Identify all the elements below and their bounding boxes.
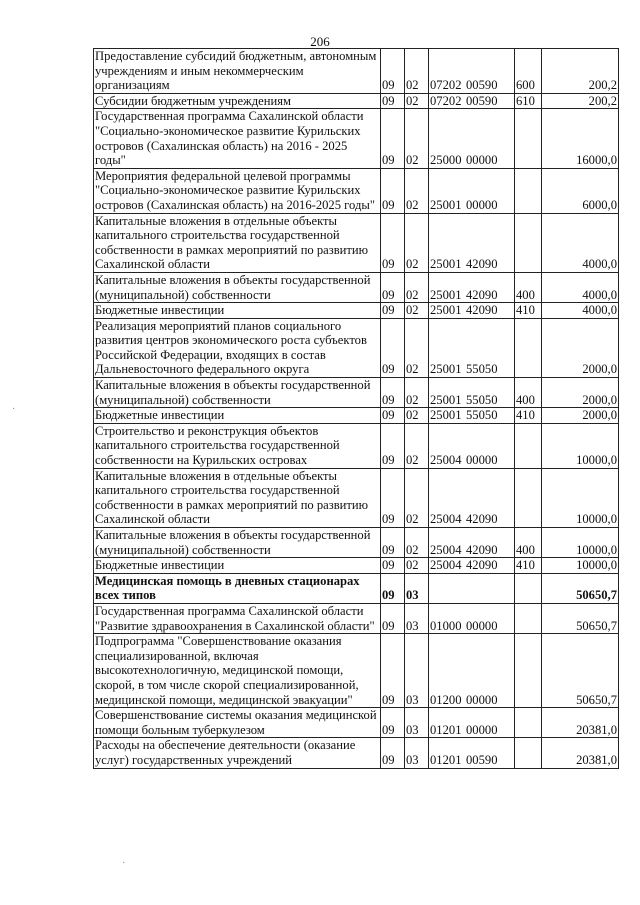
amount-cell: 4000,0: [542, 272, 619, 302]
target-article-direction-code: 00590: [466, 93, 498, 108]
amount-cell: 20381,0: [542, 738, 619, 768]
target-article-cell: [429, 93, 515, 109]
amount-cell: 50650,7: [542, 634, 619, 708]
table-row: [94, 603, 619, 633]
section-code-cell: 09: [381, 738, 405, 768]
target-article-program-code: 25004: [430, 512, 462, 527]
table-row: [94, 303, 619, 319]
target-article-direction-code: 42090: [466, 303, 498, 318]
expense-name-cell: Бюджетные инвестиции: [94, 303, 381, 319]
target-article-cell: [429, 528, 515, 558]
expense-name-cell: Капитальные вложения в объекты государственной (муниципальной) собственности: [94, 528, 381, 558]
target-article-direction-code: 00000: [466, 453, 498, 468]
expense-name-cell: Государственная программа Сахалинской области "Социально-экономическое развитие Курильских островов (Сахалинская область) на 2016 - 2025 годы": [94, 109, 381, 168]
amount-cell: 4000,0: [542, 213, 619, 272]
section-code-cell: 09: [381, 109, 405, 168]
section-code-cell: 09: [381, 558, 405, 574]
table-row: [94, 738, 619, 768]
expense-type-cell: 410: [515, 558, 542, 574]
amount-cell: 50650,7: [542, 573, 619, 603]
subsection-code-cell: 03: [405, 634, 429, 708]
expense-type-cell: 410: [515, 408, 542, 424]
table-row: [94, 49, 619, 94]
expense-name-cell: Медицинская помощь в дневных стационарах всех типов: [94, 573, 381, 603]
amount-cell: 10000,0: [542, 468, 619, 527]
target-article-program-code: 01201: [430, 752, 462, 767]
section-code-cell: 09: [381, 272, 405, 302]
amount-cell: 2000,0: [542, 378, 619, 408]
expense-name-cell: Государственная программа Сахалинской области "Развитие здравоохранения в Сахалинской области": [94, 603, 381, 633]
amount-cell: 2000,0: [542, 408, 619, 424]
table-row: [94, 573, 619, 603]
expense-name-cell: Строительство и реконструкция объектов капитального строительства государственной собственности на Курильских островах: [94, 423, 381, 468]
scan-speck: ·: [122, 858, 126, 869]
target-article-program-code: 01200: [430, 692, 462, 707]
target-article-direction-code: 42090: [466, 512, 498, 527]
subsection-code-cell: 02: [405, 49, 429, 94]
expense-type-cell: [515, 318, 542, 377]
scan-speck: ·: [12, 404, 16, 415]
expense-type-cell: [515, 468, 542, 527]
target-article-direction-code: 00000: [466, 618, 498, 633]
subsection-code-cell: 02: [405, 93, 429, 109]
expense-type-cell: [515, 573, 542, 603]
target-article-cell: [429, 708, 515, 738]
section-code-cell: 09: [381, 634, 405, 708]
target-article-program-code: 25001: [430, 287, 462, 302]
subsection-code-cell: 03: [405, 573, 429, 603]
section-code-cell: 09: [381, 468, 405, 527]
expense-name-cell: Реализация мероприятий планов социального развития центров экономического роста субъектов Российской Федерации, входящих в состав Дальневосточного федерального округа: [94, 318, 381, 377]
target-article-direction-code: 42090: [466, 257, 498, 272]
expense-name-cell: Предоставление субсидий бюджетным, автономным учреждениям и иным некоммерческим организациям: [94, 49, 381, 94]
expense-type-cell: [515, 109, 542, 168]
subsection-code-cell: 02: [405, 168, 429, 213]
expense-type-cell: 400: [515, 272, 542, 302]
expense-type-cell: 600: [515, 49, 542, 94]
subsection-code-cell: 02: [405, 558, 429, 574]
expense-name-cell: Капитальные вложения в отдельные объекты капитального строительства государственной собственности в рамках мероприятий по развитию Сахалинской области: [94, 468, 381, 527]
expense-type-cell: [515, 708, 542, 738]
target-article-program-code: 25001: [430, 362, 462, 377]
subsection-code-cell: 03: [405, 708, 429, 738]
target-article-cell: [429, 634, 515, 708]
amount-cell: 20381,0: [542, 708, 619, 738]
table-row: [94, 408, 619, 424]
target-article-cell: [429, 168, 515, 213]
target-article-program-code: 25001: [430, 408, 462, 423]
table-row: [94, 528, 619, 558]
amount-cell: 200,2: [542, 93, 619, 109]
target-article-direction-code: 00000: [466, 197, 498, 212]
section-code-cell: 09: [381, 93, 405, 109]
subsection-code-cell: 02: [405, 468, 429, 527]
expense-type-cell: 410: [515, 303, 542, 319]
subsection-code-cell: 03: [405, 738, 429, 768]
amount-cell: 16000,0: [542, 109, 619, 168]
table-row: [94, 213, 619, 272]
subsection-code-cell: 03: [405, 603, 429, 633]
section-code-cell: 09: [381, 168, 405, 213]
table-row: [94, 423, 619, 468]
target-article-program-code: 25001: [430, 392, 462, 407]
subsection-code-cell: 02: [405, 272, 429, 302]
section-code-cell: 09: [381, 603, 405, 633]
section-code-cell: 09: [381, 303, 405, 319]
section-code-cell: 09: [381, 408, 405, 424]
target-article-program-code: 01000: [430, 618, 462, 633]
target-article-direction-code: 55050: [466, 392, 498, 407]
expense-type-cell: 610: [515, 93, 542, 109]
amount-cell: 6000,0: [542, 168, 619, 213]
target-article-program-code: 07202: [430, 93, 462, 108]
target-article-cell: [429, 109, 515, 168]
section-code-cell: 09: [381, 318, 405, 377]
expense-type-cell: 400: [515, 378, 542, 408]
amount-cell: 50650,7: [542, 603, 619, 633]
expense-name-cell: Капитальные вложения в отдельные объекты капитального строительства государственной собственности в рамках мероприятий по развитию Сахалинской области: [94, 213, 381, 272]
expense-type-cell: 400: [515, 528, 542, 558]
target-article-program-code: 25001: [430, 303, 462, 318]
subsection-code-cell: 02: [405, 378, 429, 408]
target-article-cell: [429, 318, 515, 377]
target-article-cell: [429, 303, 515, 319]
section-code-cell: 09: [381, 573, 405, 603]
target-article-direction-code: 00000: [466, 722, 498, 737]
target-article-direction-code: 42090: [466, 542, 498, 557]
table-row: [94, 378, 619, 408]
section-code-cell: 09: [381, 528, 405, 558]
subsection-code-cell: 02: [405, 318, 429, 377]
table-row: [94, 634, 619, 708]
expense-type-cell: [515, 603, 542, 633]
subsection-code-cell: 02: [405, 213, 429, 272]
target-article-cell: [429, 558, 515, 574]
subsection-code-cell: 02: [405, 109, 429, 168]
expense-type-cell: [515, 423, 542, 468]
target-article-cell: [429, 213, 515, 272]
subsection-code-cell: 02: [405, 408, 429, 424]
target-article-program-code: 25004: [430, 542, 462, 557]
target-article-program-code: 25004: [430, 453, 462, 468]
table-row: [94, 318, 619, 377]
target-article-direction-code: 00000: [466, 692, 498, 707]
expense-name-cell: Капитальные вложения в объекты государственной (муниципальной) собственности: [94, 272, 381, 302]
target-article-program-code: 25001: [430, 257, 462, 272]
expense-name-cell: Подпрограмма "Совершенствование оказания специализированной, включая высокотехнологичную, медицинской помощи, скорой, в том числе скорой специализированной, медицинской помощи, медицинской эвакуации": [94, 634, 381, 708]
section-code-cell: 09: [381, 378, 405, 408]
amount-cell: 10000,0: [542, 528, 619, 558]
subsection-code-cell: 02: [405, 303, 429, 319]
subsection-code-cell: 02: [405, 528, 429, 558]
expense-type-cell: [515, 213, 542, 272]
section-code-cell: 09: [381, 213, 405, 272]
amount-cell: 200,2: [542, 49, 619, 94]
section-code-cell: 09: [381, 708, 405, 738]
expense-name-cell: Капитальные вложения в объекты государственной (муниципальной) собственности: [94, 378, 381, 408]
target-article-program-code: 25004: [430, 558, 462, 573]
target-article-direction-code: 55050: [466, 362, 498, 377]
amount-cell: 2000,0: [542, 318, 619, 377]
expense-name-cell: Мероприятия федеральной целевой программы "Социально-экономическое развитие Курильских островов (Сахалинская область) на 2016-2025 годы": [94, 168, 381, 213]
target-article-cell: [429, 378, 515, 408]
subsection-code-cell: 02: [405, 423, 429, 468]
expense-name-cell: Субсидии бюджетным учреждениям: [94, 93, 381, 109]
target-article-cell: [429, 408, 515, 424]
table-row: [94, 168, 619, 213]
expense-name-cell: Бюджетные инвестиции: [94, 408, 381, 424]
target-article-cell: [429, 423, 515, 468]
amount-cell: 4000,0: [542, 303, 619, 319]
expense-name-cell: Совершенствование системы оказания медицинской помощи больным туберкулезом: [94, 708, 381, 738]
target-article-direction-code: 55050: [466, 408, 498, 423]
target-article-cell: [429, 573, 515, 603]
target-article-cell: [429, 738, 515, 768]
table-row: [94, 109, 619, 168]
target-article-cell: [429, 468, 515, 527]
table-row: [94, 468, 619, 527]
amount-cell: 10000,0: [542, 558, 619, 574]
target-article-direction-code: 42090: [466, 558, 498, 573]
target-article-direction-code: 42090: [466, 287, 498, 302]
section-code-cell: 09: [381, 423, 405, 468]
expense-name-cell: Расходы на обеспечение деятельности (оказание услуг) государственных учреждений: [94, 738, 381, 768]
target-article-direction-code: 00590: [466, 752, 498, 767]
target-article-program-code: 25001: [430, 197, 462, 212]
target-article-cell: [429, 49, 515, 94]
expense-type-cell: [515, 738, 542, 768]
table-row: [94, 708, 619, 738]
target-article-direction-code: 00590: [466, 78, 498, 93]
target-article-cell: [429, 603, 515, 633]
table-row: [94, 93, 619, 109]
target-article-program-code: 07202: [430, 78, 462, 93]
table-row: [94, 558, 619, 574]
target-article-program-code: 25000: [430, 153, 462, 168]
page-number: 206: [310, 34, 330, 49]
target-article-cell: [429, 272, 515, 302]
target-article-direction-code: 00000: [466, 153, 498, 168]
table-row: [94, 272, 619, 302]
target-article-program-code: 01201: [430, 722, 462, 737]
expense-name-cell: Бюджетные инвестиции: [94, 558, 381, 574]
expense-type-cell: [515, 168, 542, 213]
expense-type-cell: [515, 634, 542, 708]
amount-cell: 10000,0: [542, 423, 619, 468]
budget-table: [93, 48, 619, 769]
section-code-cell: 09: [381, 49, 405, 94]
